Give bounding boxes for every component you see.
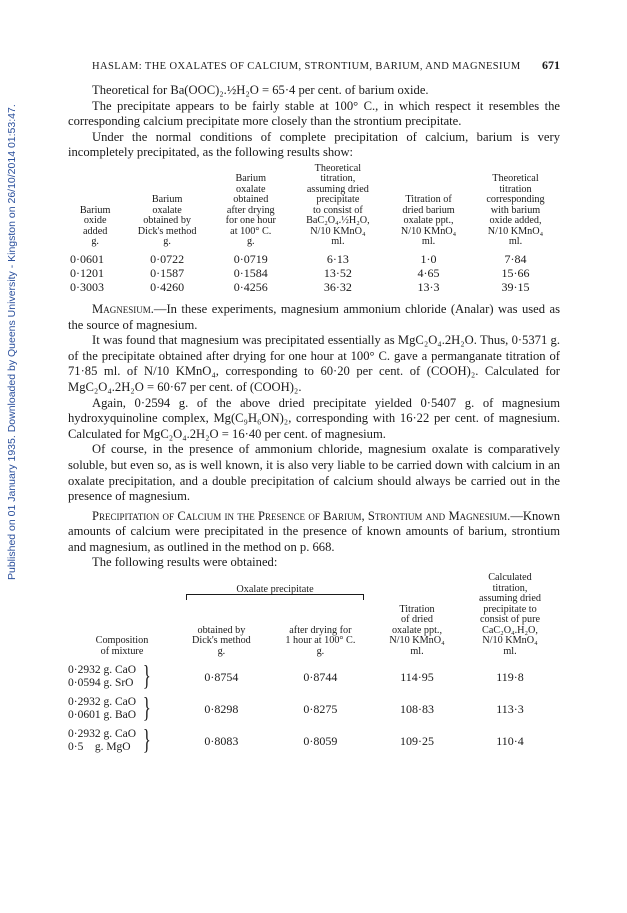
header-line: dried barium: [402, 204, 455, 216]
paragraph-ammonium-chloride: Of course, in the presence of ammonium chloride, magnesium oxalate is comparatively soluble, but even so, as is well known, it is also very liable to be carried down with calcium in an oxalate precipitation, and a double precipitation of calcium should always be carried out in the presence of magnesium.: [68, 442, 560, 504]
header-titration: [374, 573, 460, 661]
header-line: ml.: [410, 645, 424, 657]
header-line: g.: [246, 236, 255, 248]
header-line: Titration of: [405, 194, 452, 206]
composition-line: 0·0601 g. BaO: [68, 709, 137, 722]
header-line: to consist of: [312, 204, 363, 216]
header-line: obtained by: [143, 215, 192, 227]
composition-cell: [68, 661, 176, 693]
table-cell: 0·4256: [233, 279, 268, 294]
header-line: oxalate ppt.,: [403, 215, 454, 227]
table-cell: 1·0: [420, 251, 437, 266]
header-line: g.: [91, 236, 99, 248]
table-cell: 0·0719: [233, 251, 268, 266]
header-composition: [68, 573, 176, 661]
header-line: N/10 KMnO₄: [487, 225, 544, 237]
table-cell: 108·83: [400, 701, 434, 716]
paragraph-hydroxyquinoline: Again, 0·2594 g. of the above dried precipitate yielded 0·5407 g. of magnesium hydroxyquinoline complex, Mg(C₉H₆ON)₂, corresponding with 16·22 per cent. of magnesium. Calculated for MgC₂O₄.2H₂O = 16·40 per cent. of magnesium.: [68, 395, 560, 441]
header-line: added: [82, 225, 108, 237]
table-cell: 4·65: [417, 265, 440, 280]
table-cell: 0·8275: [303, 701, 338, 716]
header-line: Theoretical: [314, 162, 362, 174]
header-line: with barium: [490, 204, 541, 216]
page-body: [68, 58, 560, 757]
brace-symbol: }: [142, 661, 151, 693]
table-cell: 113·3: [496, 701, 524, 716]
header-line: oxalate: [236, 183, 266, 195]
section-heading-precipitation: Precipitation of Calcium in the Presence of Barium, Strontium and Magnesium.: [92, 508, 511, 523]
header-line: ml.: [503, 645, 517, 657]
running-title: HASLAM: THE OXALATES OF CALCIUM, STRONTIUM, BARIUM, AND MAGNESIUM: [92, 61, 521, 72]
table-cell: 0·4260: [150, 279, 185, 294]
header-line: Barium: [235, 173, 267, 185]
paragraph-precipitation-calcium: Precipitation of Calcium in the Presence of Barium, Strontium and Magnesium.—Known amounts of calcium were precipitated in the presence of known amounts of barium, strontium and magnesium, as outlined in the method on p. 668.: [68, 508, 560, 554]
header-line: obtained: [233, 194, 269, 206]
page-number: 671: [542, 58, 560, 72]
header-line: Composition: [95, 635, 149, 647]
table-cell: 0·8059: [303, 733, 338, 748]
header-dick-method: [176, 603, 267, 661]
header-line: g.: [316, 645, 325, 657]
table-cell: 36·32: [323, 279, 352, 294]
header-line: ml.: [421, 236, 436, 248]
header-line: obtained by: [197, 624, 246, 636]
table-cell: 15·66: [501, 265, 530, 280]
running-header: [92, 58, 560, 73]
header-line: assuming dried: [306, 183, 369, 195]
table-cell: 0·8744: [303, 669, 338, 684]
paragraph-magnesium-intro: Magnesium.—In these experiments, magnesium ammonium chloride (Analar) was used as the source of magnesium.: [68, 301, 560, 332]
header-line: 1 hour at 100° C.: [285, 635, 356, 647]
barium-results-table: [68, 164, 560, 294]
header-line: consist of pure: [480, 614, 540, 626]
table-cell: 0·3003: [70, 279, 104, 294]
header-line: precipitate: [316, 194, 360, 206]
paragraph-stability: The precipitate appears to be fairly stable at 100° C., in which respect it resembles the corresponding calcium precipitate more closely than the strontium precipitate.: [68, 98, 560, 129]
header-line: assuming dried: [479, 593, 541, 605]
header-line: oxide: [83, 215, 107, 227]
header-line: Theoretical: [492, 173, 539, 185]
composition-line: 0·2932 g. CaO: [68, 728, 137, 741]
header-line: g.: [217, 645, 226, 657]
header-line: oxalate ppt.,: [391, 624, 443, 636]
header-line: after drying: [226, 204, 275, 216]
header-line: Titration: [399, 603, 435, 615]
table-cell: 0·8083: [204, 733, 239, 748]
header-line: ml.: [331, 236, 345, 248]
header-line: corresponding: [486, 194, 545, 206]
header-line: for one hour: [225, 215, 276, 227]
header-line: g.: [163, 236, 171, 248]
header-line: CaC₂O₄.H₂O,: [482, 624, 538, 636]
header-line: ml.: [508, 236, 523, 248]
table-cell: 0·8298: [204, 701, 239, 716]
paragraph-incomplete-precipitation: Under the normal conditions of complete precipitation of calcium, barium is very incompletely precipitated, as the following results show:: [68, 129, 560, 160]
table-row: [68, 280, 560, 294]
paragraph-magnesium-oxalate: It was found that magnesium was precipitated essentially as MgC₂O₄.2H₂O. Thus, 0·5371 g. of the precipitate obtained after drying for one hour at 100° C. gave a permanganate titration of 71·85 ml. of N/10 KMnO₄, corresponding to 60·20 per cent. of (COOH)₂. Calculated for MgC₂O₄.2H₂O = 60·67 per cent. of (COOH)₂.: [68, 333, 560, 394]
table1-column-header: [212, 164, 290, 252]
table1-column-header: [122, 164, 212, 252]
table-cell: 13·3: [417, 279, 440, 294]
table1-column-header: [68, 164, 122, 252]
header-line: N/10 KMnO₄: [389, 635, 445, 647]
header-line: titration: [499, 183, 532, 195]
brace-symbol: }: [142, 693, 151, 725]
composition-cell: [68, 725, 176, 757]
table-cell: 7·84: [504, 251, 527, 266]
header-line: after drying for: [289, 624, 352, 636]
header-line: precipitate to: [483, 603, 537, 615]
table-cell: 0·1201: [70, 265, 104, 280]
header-line: at 100° C.: [230, 225, 272, 237]
table-cell: 114·95: [400, 669, 434, 684]
table-cell: 13·52: [323, 265, 352, 280]
table-cell: 0·1587: [150, 265, 185, 280]
table-cell: 0·0601: [70, 251, 104, 266]
table-row: [68, 725, 560, 757]
header-line: oxide added,: [489, 215, 542, 227]
table-row: [68, 266, 560, 280]
section-heading-magnesium: Magnesium.: [92, 301, 154, 316]
table1-column-header: [290, 164, 387, 252]
header-line: Calculated: [488, 572, 532, 584]
table-row: [68, 252, 560, 266]
table-cell: 0·1584: [233, 265, 268, 280]
header-line: N/10 KMnO₄: [482, 635, 538, 647]
header-line: of dried: [401, 614, 433, 626]
header-line: oxalate: [152, 204, 182, 216]
header-line: Dick's method: [137, 225, 197, 237]
table1-column-header: [386, 164, 471, 252]
composition-line: 0·2932 g. CaO: [68, 664, 137, 677]
download-watermark: Published on 01 January 1935. Downloaded by Queens University - Kingston on 26/10/2014 01:53:47.: [6, 104, 18, 580]
header-calculated: [460, 573, 560, 661]
header-line: Dick's method: [192, 635, 251, 647]
table-cell: 6·13: [326, 251, 349, 266]
composition-cell: [68, 693, 176, 725]
table-cell: 39·15: [501, 279, 530, 294]
header-line: titration,: [320, 173, 356, 185]
table-cell: 0·8754: [204, 669, 239, 684]
paragraph-results-intro: The following results were obtained:: [92, 555, 278, 570]
header-line: N/10 KMnO₄: [310, 225, 366, 237]
header-line: titration,: [492, 582, 528, 594]
table-cell: 119·8: [496, 669, 524, 684]
table-cell: 109·25: [400, 733, 434, 748]
brace-symbol: }: [142, 725, 151, 757]
header-line: Barium: [79, 204, 111, 216]
header-line: BaC₂O₄.½H₂O,: [306, 215, 370, 227]
header-after-drying: [267, 603, 374, 661]
table-cell: 0·0722: [150, 251, 185, 266]
table-row: [68, 661, 560, 693]
composition-line: 0·5 g. MgO: [68, 741, 131, 754]
header-oxalate-precipitate: Oxalate precipitate: [176, 573, 374, 603]
header-line: of mixture: [100, 645, 144, 657]
table-row: [68, 693, 560, 725]
composition-line: 0·0594 g. SrO: [68, 677, 134, 690]
composition-line: 0·2932 g. CaO: [68, 696, 137, 709]
paragraph-theoretical-barium: Theoretical for Ba(OOC)₂.½H₂O = 65·4 per cent. of barium oxide.: [92, 83, 429, 97]
calcium-mixture-table: [68, 573, 560, 757]
header-line: N/10 KMnO₄: [400, 225, 457, 237]
table-cell: 110·4: [496, 733, 524, 748]
table1-column-header: [471, 164, 560, 252]
header-line: Barium: [151, 194, 183, 206]
